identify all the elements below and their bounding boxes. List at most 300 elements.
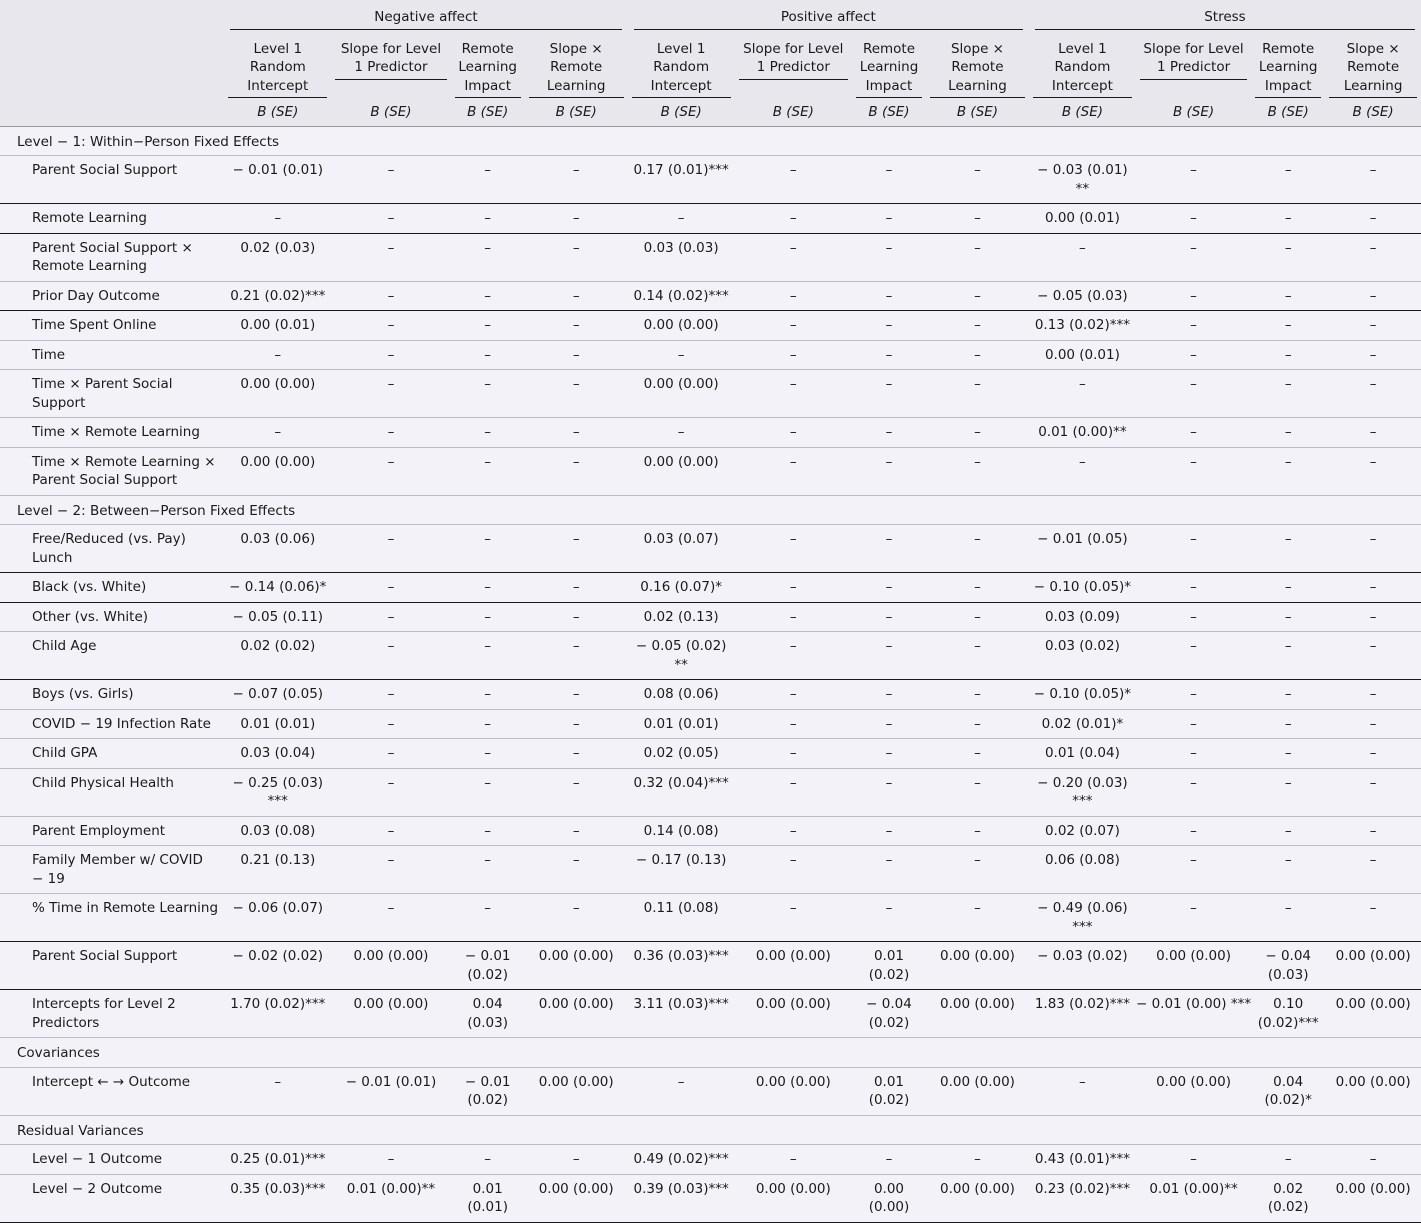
table-cell: – <box>451 602 525 632</box>
table-cell: – <box>1251 311 1325 341</box>
table-row <box>0 942 1421 990</box>
table-cell: – <box>1136 739 1251 769</box>
table-cell: 0.00 (0.00) <box>1325 990 1421 1038</box>
table-body <box>0 126 1421 1222</box>
table-cell: 0.00 (0.01) <box>1029 204 1136 234</box>
group-header: Positive affect <box>634 8 1023 30</box>
table-cell: – <box>1251 632 1325 680</box>
table-cell: – <box>525 894 628 942</box>
table-cell: 0.17 (0.01)*** <box>628 156 735 204</box>
table-cell: – <box>735 1145 852 1175</box>
table-cell: 0.01 (0.01) <box>628 709 735 739</box>
table-cell: 0.00 (0.00) <box>525 1067 628 1115</box>
section-header <box>0 1115 1421 1145</box>
table-cell: 0.01 (0.00)** <box>331 1174 450 1222</box>
table-cell: – <box>926 525 1029 573</box>
table-cell: 0.02 (0.01)* <box>1029 709 1136 739</box>
table-cell: – <box>1136 894 1251 942</box>
table-cell: – <box>1251 418 1325 448</box>
table-cell: – <box>525 573 628 603</box>
bse-label: B (SE) <box>1136 98 1251 126</box>
table-cell: – <box>735 370 852 418</box>
section-title: Level − 1: Within−Person Fixed Effects <box>17 133 280 150</box>
table-row <box>0 1145 1421 1175</box>
row-label: Child Age <box>0 632 224 680</box>
table-cell: – <box>852 311 926 341</box>
row-label: Child GPA <box>0 739 224 769</box>
table-cell: − 0.10 (0.05)* <box>1029 680 1136 710</box>
table-cell: – <box>331 846 450 894</box>
table-cell: – <box>451 632 525 680</box>
table-cell: 0.01 (0.02) <box>852 1067 926 1115</box>
bse-label: B (SE) <box>525 98 628 126</box>
table-row <box>0 370 1421 418</box>
group-header: Stress <box>1035 8 1415 30</box>
table-cell: – <box>852 233 926 281</box>
table-cell: – <box>1325 447 1421 495</box>
table-cell: 0.00 (0.00) <box>1136 942 1251 990</box>
table-cell: – <box>926 204 1029 234</box>
table-cell: – <box>926 340 1029 370</box>
table-cell: – <box>852 281 926 311</box>
table-cell: – <box>1325 281 1421 311</box>
table-cell: – <box>926 816 1029 846</box>
table-cell: – <box>1136 340 1251 370</box>
table-cell: – <box>852 418 926 448</box>
table-cell: 0.01 (0.00)** <box>1029 418 1136 448</box>
table-row <box>0 739 1421 769</box>
table-cell: 0.00 (0.00) <box>525 942 628 990</box>
table-cell: – <box>735 816 852 846</box>
row-label: Boys (vs. Girls) <box>0 680 224 710</box>
table-cell: – <box>525 525 628 573</box>
table-row <box>0 846 1421 894</box>
table-cell: – <box>451 573 525 603</box>
table-cell: – <box>735 281 852 311</box>
table-row <box>0 233 1421 281</box>
table-row <box>0 894 1421 942</box>
table-cell: 0.00 (0.00) <box>926 1174 1029 1222</box>
subheader-row <box>0 32 1421 99</box>
table-cell: 0.36 (0.03)*** <box>628 942 735 990</box>
table-cell: 0.49 (0.02)*** <box>628 1145 735 1175</box>
table-cell: 0.02 (0.02) <box>1251 1174 1325 1222</box>
table-cell: – <box>926 233 1029 281</box>
section-title: Residual Variances <box>0 1115 1421 1145</box>
table-cell: – <box>1251 204 1325 234</box>
table-cell: 0.00 (0.00) <box>628 447 735 495</box>
table-cell: – <box>331 768 450 816</box>
table-cell: – <box>224 340 331 370</box>
subheader: Remote Learning Impact <box>1255 40 1321 99</box>
table-cell: – <box>525 680 628 710</box>
table-cell: – <box>1136 418 1251 448</box>
table-cell: – <box>331 1145 450 1175</box>
table-row <box>0 768 1421 816</box>
bse-label: B (SE) <box>628 98 735 126</box>
table-row <box>0 418 1421 448</box>
table-cell: 0.00 (0.00) <box>1325 942 1421 990</box>
table-cell: – <box>1325 768 1421 816</box>
table-cell: – <box>525 846 628 894</box>
table-cell: 0.01 (0.00)** <box>1136 1174 1251 1222</box>
table-cell: − 0.03 (0.02) <box>1029 942 1136 990</box>
table-cell: – <box>926 768 1029 816</box>
table-cell: – <box>1251 602 1325 632</box>
table-cell: − 0.02 (0.02) <box>224 942 331 990</box>
table-cell: – <box>1251 1145 1325 1175</box>
table-cell: 0.03 (0.03) <box>628 233 735 281</box>
row-label: Time Spent Online <box>0 311 224 341</box>
table-cell: – <box>525 709 628 739</box>
table-cell: – <box>525 281 628 311</box>
table-cell: – <box>525 1145 628 1175</box>
table-cell: 0.00 (0.00) <box>926 1067 1029 1115</box>
table-cell: 0.00 (0.00) <box>926 942 1029 990</box>
table-row <box>0 602 1421 632</box>
table-cell: – <box>1136 573 1251 603</box>
group-header-row <box>0 0 1421 32</box>
table-cell: – <box>1325 233 1421 281</box>
table-cell: – <box>735 204 852 234</box>
table-cell: – <box>926 1145 1029 1175</box>
table-cell: – <box>1251 525 1325 573</box>
table-cell: 0.02 (0.13) <box>628 602 735 632</box>
subheader: Slope for Level 1 Predictor <box>335 40 446 80</box>
table-cell: – <box>525 311 628 341</box>
table-row <box>0 281 1421 311</box>
table-cell: – <box>451 846 525 894</box>
table-cell: 0.04 (0.02)* <box>1251 1067 1325 1115</box>
table-cell: 0.00 (0.00) <box>628 370 735 418</box>
subheader: Slope × Remote Learning <box>529 40 624 99</box>
table-cell: 0.21 (0.02)*** <box>224 281 331 311</box>
table-cell: – <box>735 156 852 204</box>
table-cell: 0.23 (0.02)*** <box>1029 1174 1136 1222</box>
table-cell: – <box>331 525 450 573</box>
table-cell: – <box>852 156 926 204</box>
table-cell: – <box>1325 311 1421 341</box>
table-cell: – <box>1136 156 1251 204</box>
table-cell: − 0.25 (0.03) *** <box>224 768 331 816</box>
section-title: Covariances <box>0 1038 1421 1068</box>
table-cell: – <box>1325 739 1421 769</box>
table-cell: 0.01 (0.01) <box>224 709 331 739</box>
table-cell: 1.70 (0.02)*** <box>224 990 331 1038</box>
table-cell: – <box>1029 1067 1136 1115</box>
table-cell: – <box>1325 340 1421 370</box>
table-row <box>0 311 1421 341</box>
table-cell: – <box>735 573 852 603</box>
table-cell: 0.00 (0.01) <box>1029 340 1136 370</box>
table-row <box>0 340 1421 370</box>
table-cell: – <box>1136 680 1251 710</box>
table-cell: – <box>1136 447 1251 495</box>
row-label: % Time in Remote Learning <box>0 894 224 942</box>
table-cell: – <box>525 233 628 281</box>
table-cell: – <box>1136 370 1251 418</box>
table-cell: 0.00 (0.00) <box>1325 1174 1421 1222</box>
row-label: Prior Day Outcome <box>0 281 224 311</box>
row-label: Level − 2 Outcome <box>0 1174 224 1222</box>
table-cell: – <box>1136 311 1251 341</box>
subheader: Level 1 Random Intercept <box>632 40 731 99</box>
table-cell: 0.00 (0.00) <box>926 990 1029 1038</box>
table-cell: – <box>628 1067 735 1115</box>
table-cell: – <box>852 816 926 846</box>
table-cell: – <box>926 709 1029 739</box>
table-cell: – <box>852 340 926 370</box>
table-cell: – <box>451 1145 525 1175</box>
table-cell: 0.14 (0.08) <box>628 816 735 846</box>
row-label: Time × Remote Learning <box>0 418 224 448</box>
table-cell: 0.03 (0.08) <box>224 816 331 846</box>
table-cell: 0.03 (0.09) <box>1029 602 1136 632</box>
table-cell: – <box>852 768 926 816</box>
table-cell: – <box>1251 816 1325 846</box>
table-cell: – <box>926 156 1029 204</box>
table-cell: – <box>1325 573 1421 603</box>
table-cell: – <box>1251 370 1325 418</box>
table-cell: – <box>525 156 628 204</box>
table-cell: – <box>1325 602 1421 632</box>
table-cell: – <box>1325 894 1421 942</box>
table-cell: 0.10 (0.02)*** <box>1251 990 1325 1038</box>
table-cell: – <box>331 370 450 418</box>
row-label: Family Member w/ COVID − 19 <box>0 846 224 894</box>
table-cell: − 0.49 (0.06) *** <box>1029 894 1136 942</box>
estimate-label-row <box>0 98 1421 126</box>
table-cell: – <box>1136 768 1251 816</box>
row-label: Intercept ← → Outcome <box>0 1067 224 1115</box>
table-cell: – <box>525 447 628 495</box>
table-cell: – <box>1251 709 1325 739</box>
table-cell: – <box>525 816 628 846</box>
table-cell: – <box>926 602 1029 632</box>
table-cell: – <box>1325 204 1421 234</box>
table-cell: – <box>451 156 525 204</box>
table-cell: – <box>525 768 628 816</box>
table-cell: – <box>1251 739 1325 769</box>
table-cell: – <box>451 340 525 370</box>
table-cell: – <box>224 204 331 234</box>
bse-label: B (SE) <box>224 98 331 126</box>
table-cell: – <box>926 846 1029 894</box>
table-cell: 0.01 (0.04) <box>1029 739 1136 769</box>
table-cell: – <box>1136 602 1251 632</box>
table-cell: – <box>451 281 525 311</box>
table-cell: – <box>331 573 450 603</box>
table-cell: – <box>735 709 852 739</box>
bse-label: B (SE) <box>331 98 450 126</box>
table-row <box>0 1174 1421 1222</box>
table-cell: − 0.05 (0.02) ** <box>628 632 735 680</box>
table-cell: – <box>1251 573 1325 603</box>
row-label: Time × Remote Learning × Parent Social Support <box>0 447 224 495</box>
table-cell: 0.00 (0.00) <box>628 311 735 341</box>
table-cell: – <box>1251 894 1325 942</box>
table-cell: – <box>1136 816 1251 846</box>
table-cell: − 0.05 (0.03) <box>1029 281 1136 311</box>
table-cell: – <box>852 739 926 769</box>
table-cell: – <box>525 370 628 418</box>
table-cell: – <box>926 680 1029 710</box>
table-cell: 0.02 (0.02) <box>224 632 331 680</box>
table-cell: – <box>451 447 525 495</box>
bse-label: B (SE) <box>926 98 1029 126</box>
subheader: Slope × Remote Learning <box>930 40 1025 99</box>
table-row <box>0 156 1421 204</box>
table-cell: – <box>451 709 525 739</box>
table-cell: – <box>451 370 525 418</box>
table-cell: 0.00 (0.00) <box>735 942 852 990</box>
row-label: Child Physical Health <box>0 768 224 816</box>
row-label: Parent Social Support <box>0 942 224 990</box>
table-cell: – <box>451 204 525 234</box>
table-cell: 0.00 (0.01) <box>224 311 331 341</box>
row-label: Parent Social Support × Remote Learning <box>0 233 224 281</box>
table-cell: – <box>735 680 852 710</box>
table-cell: – <box>852 525 926 573</box>
table-cell: – <box>1325 632 1421 680</box>
table-cell: – <box>628 418 735 448</box>
table-cell: – <box>735 632 852 680</box>
table-cell: – <box>331 447 450 495</box>
table-cell: – <box>735 846 852 894</box>
subheader: Slope × Remote Learning <box>1329 40 1417 99</box>
table-cell: 0.01 (0.01) <box>451 1174 525 1222</box>
bse-label: B (SE) <box>1029 98 1136 126</box>
table-row <box>0 447 1421 495</box>
table-cell: − 0.07 (0.05) <box>224 680 331 710</box>
table-cell: – <box>735 602 852 632</box>
table-cell: – <box>852 447 926 495</box>
table-cell: – <box>852 1145 926 1175</box>
table-cell: – <box>331 632 450 680</box>
table-cell: 0.00 (0.00) <box>735 990 852 1038</box>
subheader: Level 1 Random Intercept <box>1033 40 1132 99</box>
row-label: Time × Parent Social Support <box>0 370 224 418</box>
table-cell: – <box>926 632 1029 680</box>
table-cell: – <box>525 739 628 769</box>
table-cell: – <box>331 816 450 846</box>
table-cell: – <box>331 311 450 341</box>
table-cell: 0.00 (0.00) <box>735 1174 852 1222</box>
table-cell: – <box>926 418 1029 448</box>
table-cell: – <box>1251 156 1325 204</box>
table-cell: − 0.01 (0.00) *** <box>1136 990 1251 1038</box>
table-cell: – <box>735 233 852 281</box>
section-header <box>0 1038 1421 1068</box>
table-cell: – <box>628 204 735 234</box>
table-cell: – <box>1251 340 1325 370</box>
table-cell: – <box>628 340 735 370</box>
table-cell: – <box>451 894 525 942</box>
table-cell: – <box>852 709 926 739</box>
table-cell: – <box>926 573 1029 603</box>
table-cell: – <box>451 233 525 281</box>
table-cell: – <box>926 311 1029 341</box>
table-cell: 0.39 (0.03)*** <box>628 1174 735 1222</box>
table-cell: – <box>1325 680 1421 710</box>
table-cell: – <box>1136 233 1251 281</box>
table-cell: 0.00 (0.00) <box>525 990 628 1038</box>
table-cell: – <box>735 768 852 816</box>
table-cell: – <box>1251 233 1325 281</box>
table-row <box>0 573 1421 603</box>
table-cell: – <box>525 418 628 448</box>
table-cell: 0.00 (0.00) <box>224 447 331 495</box>
table-cell: 0.02 (0.07) <box>1029 816 1136 846</box>
table-cell: – <box>735 739 852 769</box>
table-cell: – <box>451 525 525 573</box>
table-cell: – <box>1136 709 1251 739</box>
table-cell: − 0.06 (0.07) <box>224 894 331 942</box>
section-title: Level − 2: Between−Person Fixed Effects <box>0 495 1421 525</box>
table-cell: 0.16 (0.07)* <box>628 573 735 603</box>
table-cell: – <box>224 418 331 448</box>
table-cell: 0.08 (0.06) <box>628 680 735 710</box>
table-cell: 0.00 (0.00) <box>1136 1067 1251 1115</box>
table-cell: – <box>525 632 628 680</box>
table-cell: – <box>926 739 1029 769</box>
table-cell: – <box>1251 768 1325 816</box>
table-cell: – <box>1325 525 1421 573</box>
table-cell: – <box>852 894 926 942</box>
table-cell: – <box>451 680 525 710</box>
table-cell: – <box>852 632 926 680</box>
table-row <box>0 204 1421 234</box>
table-row <box>0 680 1421 710</box>
table-cell: – <box>331 680 450 710</box>
table-cell: − 0.04 (0.02) <box>852 990 926 1038</box>
table-cell: – <box>451 739 525 769</box>
table-cell: − 0.01 (0.05) <box>1029 525 1136 573</box>
table-cell: – <box>331 204 450 234</box>
table-cell: 1.83 (0.02)*** <box>1029 990 1136 1038</box>
table-cell: – <box>735 894 852 942</box>
table-cell: 0.00 (0.00) <box>852 1174 926 1222</box>
table-cell: – <box>331 233 450 281</box>
row-label: Free/Reduced (vs. Pay) Lunch <box>0 525 224 573</box>
row-label: COVID − 19 Infection Rate <box>0 709 224 739</box>
table-cell: 0.14 (0.02)*** <box>628 281 735 311</box>
table-cell: – <box>331 709 450 739</box>
section-header <box>0 495 1421 525</box>
table-cell: – <box>735 447 852 495</box>
table-cell: – <box>852 573 926 603</box>
table-cell: 0.06 (0.08) <box>1029 846 1136 894</box>
bse-label: B (SE) <box>735 98 852 126</box>
table-cell: – <box>852 370 926 418</box>
table-cell: – <box>1251 846 1325 894</box>
table-cell: 0.43 (0.01)*** <box>1029 1145 1136 1175</box>
table-cell: − 0.17 (0.13) <box>628 846 735 894</box>
table-cell: – <box>735 525 852 573</box>
row-label: Other (vs. White) <box>0 602 224 632</box>
table-cell: – <box>1325 816 1421 846</box>
table-cell: – <box>331 418 450 448</box>
table-cell: – <box>1136 846 1251 894</box>
row-label: Parent Employment <box>0 816 224 846</box>
table-cell: – <box>224 1067 331 1115</box>
table-cell: – <box>1325 709 1421 739</box>
table-cell: 0.02 (0.05) <box>628 739 735 769</box>
table-cell: – <box>1251 281 1325 311</box>
table-cell: – <box>852 204 926 234</box>
table-cell: − 0.20 (0.03) *** <box>1029 768 1136 816</box>
bse-label: B (SE) <box>451 98 525 126</box>
